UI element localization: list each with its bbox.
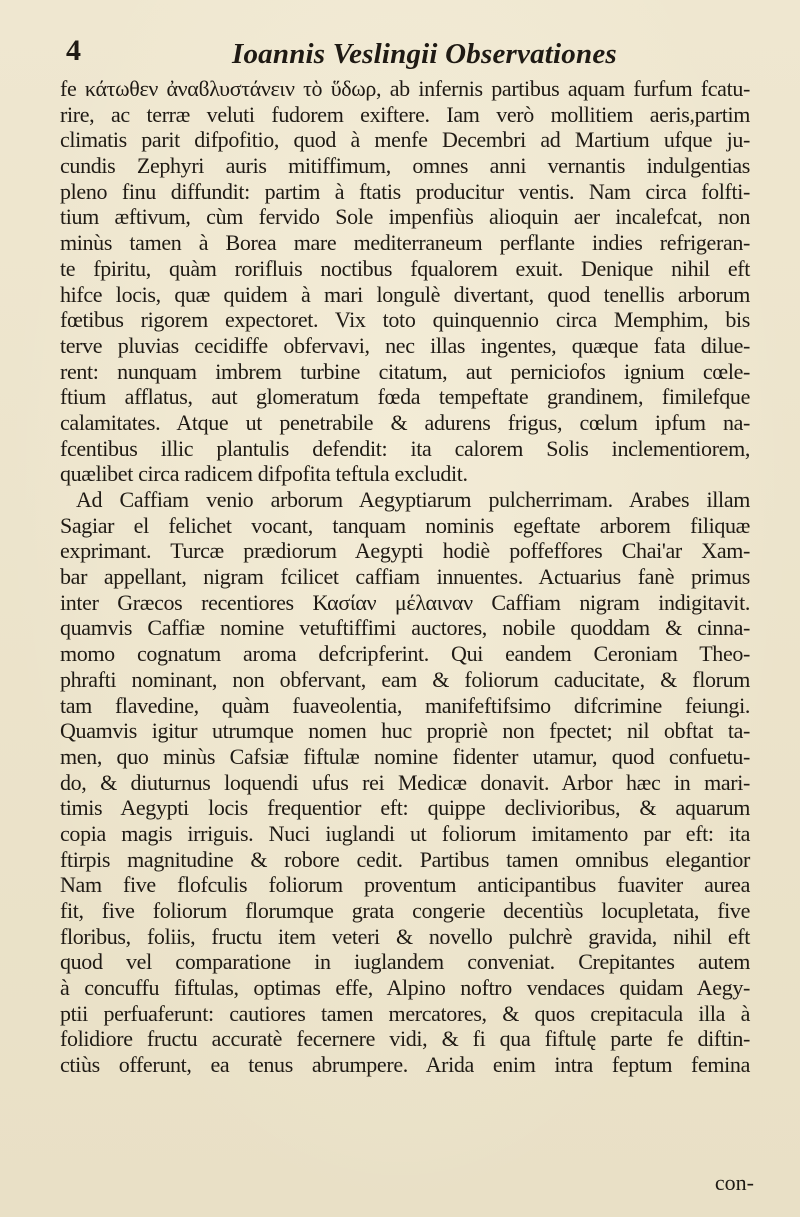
- text-line: rire, ac terræ veluti fudorem exiftere. Iam verò mollitiem aeris,partim: [60, 101, 750, 127]
- body-text: [60, 76, 750, 1078]
- text-line: ctiùs offerunt, ea tenus abrumpere. Arida enim intra feptum femina: [60, 1052, 750, 1078]
- text-line: fœtibus rigorem expectoret. Vix toto quinquennio circa Memphim, bis: [60, 307, 750, 333]
- text-line: tam flavedine, quàm fuaveolentia, manifeftifsimo difcrimine feiungi.: [60, 692, 750, 718]
- text-line: quod vel comparatione in iuglandem conveniat. Crepitantes autem: [60, 949, 750, 975]
- text-line: floribus, foliis, fructu item veteri & novello pulchrè gravida, nihil eft: [60, 923, 750, 949]
- text-line: hifce locis, quæ quidem à mari longulè divertant, quod tenellis arborum: [60, 281, 750, 307]
- text-line: bar appellant, nigram fcilicet caffiam innuentes. Actuarius fanè primus: [60, 564, 750, 590]
- catchword: con-: [714, 1170, 754, 1195]
- text-line: Sagiar el felichet vocant, tanquam nominis egeftate arborem filiquæ: [60, 512, 750, 538]
- text-line: fcentibus illic plantulis defendit: ita calorem Solis inclementiorem,: [60, 435, 750, 461]
- text-line: fit, five foliorum florumque grata congerie decentiùs locupletata, five: [60, 898, 750, 923]
- text-line: momo cognatum aroma defcripferint. Qui eandem Ceroniam Theo-: [60, 641, 750, 667]
- text-line: calamitates. Atque ut penetrabile & adurens frigus, cœlum ipfum na-: [60, 409, 750, 435]
- page-number: 4: [66, 34, 81, 67]
- text-line: pleno finu diffundit: partim à ftatis producitur ventis. Nam circa folfti-: [60, 178, 750, 204]
- text-line: rent: nunquam imbrem turbine citatum, aut perniciofos ignium cœle-: [60, 358, 750, 384]
- text-line: do, & diuturnus loquendi ufus rei Medicæ donavit. Arbor hæc in mari-: [60, 769, 750, 795]
- text-line: te fpiritu, quàm rorifluis noctibus fqualorem exuit. Denique nihil eft: [60, 255, 750, 281]
- text-line: ftium afflatus, aut glomeratum fœda tempeftate grandinem, fimilefque: [60, 384, 750, 410]
- text-line: tium æftivum, cùm fervido Sole impenfiùs alioquin aer incalefcat, non: [60, 204, 750, 230]
- text-line: inter Græcos recentiores Κασίαν μέλαιναν Caffiam nigram indigitavit.: [60, 589, 750, 615]
- text-line: men, quo minùs Cafsiæ fiftulæ nomine fidenter utamur, quod confuetu-: [60, 743, 750, 769]
- running-title: Ioannis Veslingii Observationes: [232, 38, 617, 70]
- text-line: ptii perfuaferunt: cautiores tamen mercatores, & quos crepitacula illa à: [60, 1000, 750, 1026]
- text-line: à concuffu fiftulas, optimas effe, Alpino noftro vendaces quidam Aegy-: [60, 975, 750, 1001]
- text-line: timis Aegypti locis frequentior eft: quippe declivioribus, & aquarum: [60, 795, 750, 821]
- text-line: cundis Zephyri auris mitiffimum, omnes anni vernantis indulgentias: [60, 153, 750, 179]
- text-line: quamvis Caffiæ nomine vetuftiffimi auctores, nobile quoddam & cinna-: [60, 615, 750, 641]
- text-line: ftirpis magnitudine & robore cedit. Partibus tamen omnibus elegantior: [60, 846, 750, 872]
- text-line: copia magis irriguis. Nuci iuglandi ut foliorum imitamento par eft: ita: [60, 820, 750, 846]
- text-line: fe κάτωθεν ἀναϐλυστάνειν τὸ ὕδωρ, ab infernis partibus aquam furfum fcatu-: [60, 76, 750, 101]
- text-line: exprimant. Turcæ prædiorum Aegypti hodiè poffeffores Chai'ar Xam-: [60, 538, 750, 564]
- text-line: Ad Caffiam venio arborum Aegyptiarum pulcherrimam. Arabes illam: [76, 487, 750, 512]
- text-line: Nam five flofculis foliorum proventum anticipantibus fuaviter aurea: [60, 872, 750, 898]
- text-line: folidiore fructu accuratè fecernere vidi, & fi qua fiftulę parte fe diftin-: [60, 1026, 750, 1052]
- text-line: quælibet circa radicem difpofita teftula excludit.: [60, 461, 468, 487]
- text-line: terve pluvias cecidiffe obfervavi, nec illas ingentes, quæque fata dilue-: [60, 332, 750, 358]
- text-line: phrafti nominant, non obfervant, eam & foliorum caducitate, & florum: [60, 666, 750, 692]
- text-line: minùs tamen à Borea mare mediterraneum perflante indies refrigeran-: [60, 230, 750, 256]
- text-line: climatis parit difpofitio, quod à menfe Decembri ad Martium ufque ju-: [60, 127, 750, 153]
- text-line: Quamvis igitur utrumque nomen huc propriè non fpectet; nil obftat ta-: [60, 718, 750, 744]
